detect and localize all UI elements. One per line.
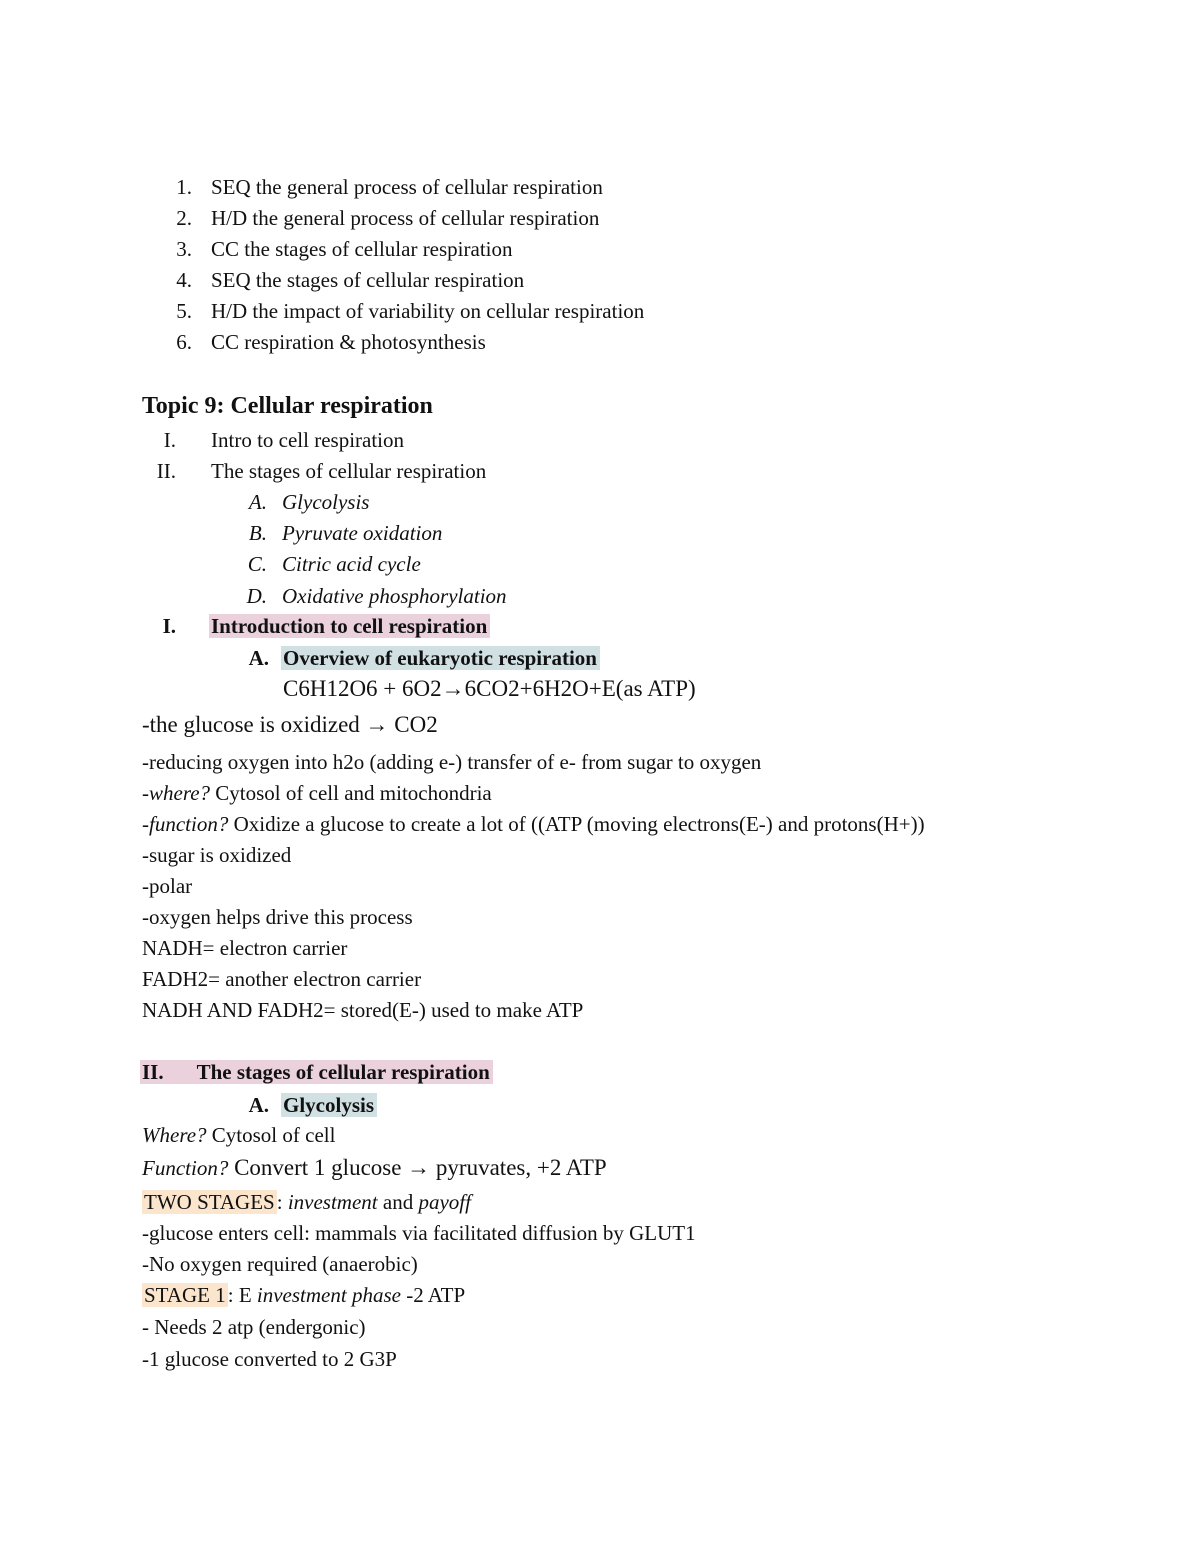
outline-number: II. <box>156 459 176 483</box>
section-number: II. <box>142 1060 164 1084</box>
objective-number: 4. <box>176 268 192 292</box>
section-heading: II. The stages of cellular respiration <box>140 1060 493 1084</box>
note-line: FADH2= another electron carrier <box>142 967 422 991</box>
outline-subitem: Oxidative phosphorylation <box>282 584 507 608</box>
note-line: -reducing oxygen into h2o (adding e-) transfer of e- from sugar to oxygen <box>142 750 762 774</box>
outline-number: I. <box>163 428 176 452</box>
note-line <box>142 1121 335 1149</box>
note-line: -sugar is oxidized <box>142 843 292 867</box>
outline-subnumber: B. <box>248 521 267 545</box>
answer-text: Cytosol of cell and mitochondria <box>210 781 492 805</box>
note-line: -glucose enters cell: mammals via facilitated diffusion by GLUT1 <box>142 1221 696 1245</box>
note-line <box>142 1154 607 1182</box>
answer-text: Cytosol of cell <box>206 1123 336 1147</box>
note-line: STAGE 1: E investment phase -2 ATP <box>144 1283 466 1307</box>
note-line: -polar <box>142 874 193 898</box>
objective-text: H/D the impact of variability on cellular respiration <box>211 299 645 323</box>
answer-text: Oxidize a glucose to create a lot of ((ATP (moving electrons(E-) and protons(H+)) <box>228 812 925 836</box>
note-line <box>142 779 492 807</box>
highlight-label: STAGE 1 <box>144 1283 226 1307</box>
topic-title: Topic 9: Cellular respiration <box>142 393 433 419</box>
objective-number: 1. <box>176 175 192 199</box>
respiration-equation: C6H12O6 + 6O2→6CO2+6H2O+E(as ATP) <box>283 676 696 701</box>
outline-subitem: Glycolysis <box>282 490 370 514</box>
note-line: -the glucose is oxidized → CO2 <box>142 712 438 737</box>
section-heading: Introduction to cell respiration <box>209 614 490 638</box>
note-line: -oxygen helps drive this process <box>142 905 413 929</box>
outline-subitem: Pyruvate oxidation <box>282 521 443 545</box>
objective-number: 2. <box>176 206 192 230</box>
note-line <box>142 810 925 838</box>
question-label: -where? <box>142 781 211 805</box>
objective-number: 5. <box>176 299 192 323</box>
subsection-number: A. <box>248 1093 269 1117</box>
subsection-heading: Overview of eukaryotic respiration <box>281 646 600 670</box>
objective-text: SEQ the general process of cellular respiration <box>211 175 603 199</box>
outline-item: Intro to cell respiration <box>211 428 405 452</box>
objective-text: SEQ the stages of cellular respiration <box>211 268 525 292</box>
subsection-number: A. <box>248 646 269 670</box>
note-line: TWO STAGES: investment and payoff <box>144 1190 471 1214</box>
note-line: -1 glucose converted to 2 G3P <box>142 1347 397 1371</box>
section-number: I. <box>162 614 176 638</box>
objective-text: H/D the general process of cellular respiration <box>211 206 600 230</box>
objective-number: 3. <box>176 237 192 261</box>
note-line: -No oxygen required (anaerobic) <box>142 1252 418 1276</box>
highlight-label: TWO STAGES <box>144 1190 275 1214</box>
outline-item: The stages of cellular respiration <box>211 459 487 483</box>
question-label: -function? <box>142 812 229 836</box>
objective-text: CC the stages of cellular respiration <box>211 237 513 261</box>
outline-subnumber: A. <box>248 490 267 514</box>
outline-subitem: Citric acid cycle <box>282 552 421 576</box>
question-label: Where? <box>142 1123 207 1147</box>
note-line: NADH AND FADH2= stored(E-) used to make ATP <box>142 998 584 1022</box>
objective-number: 6. <box>176 330 192 354</box>
answer-text: Convert 1 glucose → pyruvates, +2 ATP <box>228 1155 607 1180</box>
outline-subnumber: C. <box>247 552 267 576</box>
outline-subnumber: D. <box>246 584 267 608</box>
subsection-heading: Glycolysis <box>281 1093 377 1117</box>
question-label: Function? <box>142 1156 229 1180</box>
objective-text: CC respiration & photosynthesis <box>211 330 486 354</box>
note-line: - Needs 2 atp (endergonic) <box>142 1315 366 1339</box>
note-line: NADH= electron carrier <box>142 936 348 960</box>
